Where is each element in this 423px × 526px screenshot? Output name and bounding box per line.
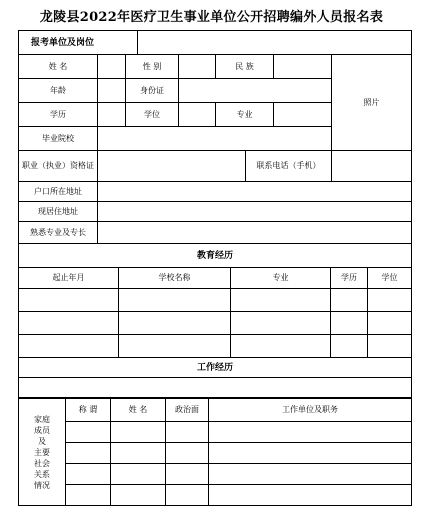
phone-label: 联系电话（手机） <box>245 150 332 182</box>
school-value[interactable] <box>97 126 332 151</box>
edu-row-2-degree[interactable] <box>367 311 412 335</box>
major-label: 专业 <box>215 102 274 127</box>
family-row-3-name[interactable] <box>110 463 166 485</box>
edu-row-3-education[interactable] <box>330 334 368 358</box>
degree-value[interactable] <box>178 102 216 127</box>
edu-col-school: 学校名称 <box>118 267 231 289</box>
family-row-4-name[interactable] <box>110 484 166 506</box>
edu-row-3-period[interactable] <box>18 334 119 358</box>
family-col-political: 政治面 <box>165 398 209 422</box>
family-row-1-relation[interactable] <box>65 421 111 443</box>
name-value[interactable] <box>97 54 126 79</box>
family-col-name: 姓 名 <box>110 398 166 422</box>
id-value[interactable] <box>178 78 332 103</box>
family-row-3-employer[interactable] <box>208 463 412 485</box>
education-heading: 教育经历 <box>18 243 412 268</box>
hukou-value[interactable] <box>97 181 412 202</box>
family-row-1-name[interactable] <box>110 421 166 443</box>
skills-label: 熟悉专业及专长 <box>18 221 98 244</box>
edu-row-3-major[interactable] <box>230 334 331 358</box>
edu-row-1-school[interactable] <box>118 288 231 312</box>
family-row-2-relation[interactable] <box>65 442 111 464</box>
edu-row-3-school[interactable] <box>118 334 231 358</box>
edu-col-education: 学历 <box>330 267 368 289</box>
gender-value[interactable] <box>178 54 216 79</box>
edu-col-degree: 学位 <box>367 267 412 289</box>
family-row-1-political[interactable] <box>165 421 209 443</box>
family-row-1-employer[interactable] <box>208 421 412 443</box>
edu-row-1-degree[interactable] <box>367 288 412 312</box>
family-row-2-employer[interactable] <box>208 442 412 464</box>
gender-label: 性 别 <box>125 54 179 79</box>
education-value[interactable] <box>97 102 126 127</box>
edu-row-2-school[interactable] <box>118 311 231 335</box>
school-label: 毕业院校 <box>18 126 98 151</box>
edu-row-1-major[interactable] <box>230 288 331 312</box>
form-title: 龙陵县2022年医疗卫生事业单位公开招聘编外人员报名表 <box>39 10 384 25</box>
family-row-3-relation[interactable] <box>65 463 111 485</box>
education-label: 学历 <box>18 102 98 127</box>
family-row-4-relation[interactable] <box>65 484 111 506</box>
major-value[interactable] <box>273 102 332 127</box>
name-label: 姓 名 <box>18 54 98 79</box>
degree-label: 学位 <box>125 102 179 127</box>
work-heading: 工作经历 <box>18 357 412 378</box>
position-label: 报考单位及岗位 <box>18 30 138 55</box>
edu-row-2-major[interactable] <box>230 311 331 335</box>
edu-col-period: 起止年月 <box>18 267 119 289</box>
edu-row-3-degree[interactable] <box>367 334 412 358</box>
id-label: 身份证 <box>125 78 179 103</box>
family-row-3-political[interactable] <box>165 463 209 485</box>
edu-row-2-education[interactable] <box>330 311 368 335</box>
age-value[interactable] <box>97 78 126 103</box>
qualification-value[interactable] <box>97 150 246 182</box>
residence-label: 现居住地址 <box>18 201 98 222</box>
ethnicity-label: 民 族 <box>215 54 274 79</box>
edu-col-major: 专业 <box>230 267 331 289</box>
position-value[interactable] <box>137 30 412 55</box>
family-col-employer: 工作单位及职务 <box>208 398 412 422</box>
skills-value[interactable] <box>97 221 412 244</box>
phone-value[interactable] <box>331 150 412 182</box>
qualification-label: 职业（执业）资格证 <box>18 150 98 182</box>
edu-row-1-education[interactable] <box>330 288 368 312</box>
age-label: 年龄 <box>18 78 98 103</box>
family-label: 家庭 成员 及 主要 社会 关系 情况 <box>18 398 66 506</box>
family-row-2-name[interactable] <box>110 442 166 464</box>
work-row-1[interactable] <box>18 377 412 398</box>
family-row-4-employer[interactable] <box>208 484 412 506</box>
photo-box[interactable]: 照片 <box>331 54 412 151</box>
hukou-label: 户口所在地址 <box>18 181 98 202</box>
edu-row-2-period[interactable] <box>18 311 119 335</box>
edu-row-1-period[interactable] <box>18 288 119 312</box>
family-row-2-political[interactable] <box>165 442 209 464</box>
residence-value[interactable] <box>97 201 412 222</box>
family-row-4-political[interactable] <box>165 484 209 506</box>
family-col-relation: 称 谓 <box>65 398 111 422</box>
ethnicity-value[interactable] <box>273 54 332 79</box>
